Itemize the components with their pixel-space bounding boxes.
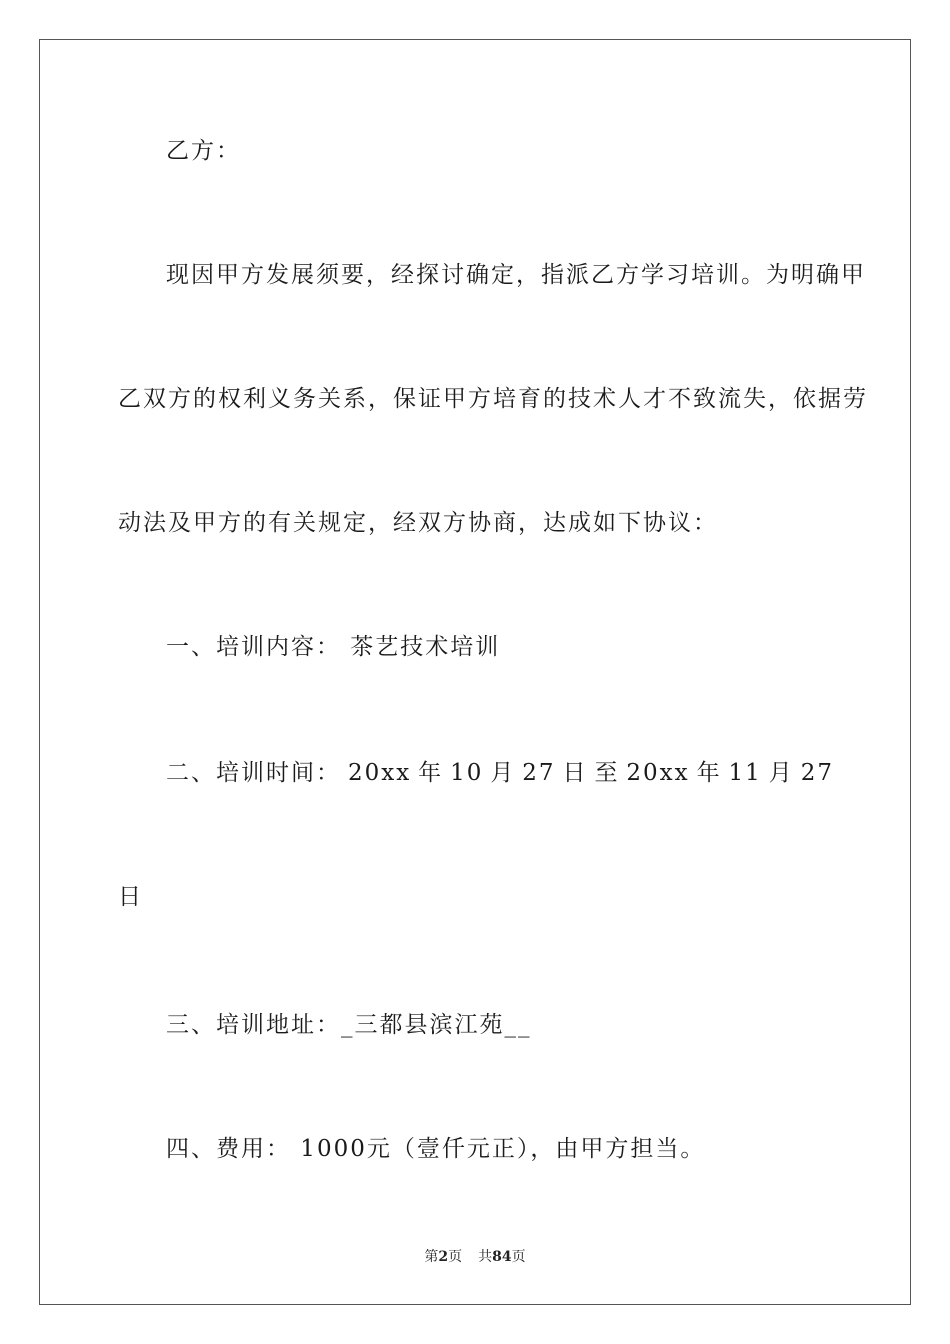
item-training-content: 一、培训内容： 茶艺技术培训 <box>166 634 501 660</box>
time-part: 10 <box>450 760 484 786</box>
time-part: 27 <box>800 760 834 786</box>
footer-total-number: 84 <box>492 1249 512 1265</box>
time-part: 27 <box>522 760 556 786</box>
time-part: 月 <box>768 760 794 786</box>
para1-line3: 动法及甲方的有关规定，经双方协商，达成如下协议： <box>118 510 718 536</box>
footer-page-prefix: 第 <box>424 1249 439 1265</box>
footer-page-suffix: 页 <box>448 1249 463 1265</box>
page-footer <box>0 1248 950 1266</box>
time-part: 二、培训时间： <box>166 760 341 786</box>
item-training-time-cont: 日 <box>118 884 143 910</box>
time-part: 至 <box>594 760 620 786</box>
party-b-label: 乙方： <box>166 138 241 164</box>
para1-line2: 乙双方的权利义务关系，保证甲方培育的技术人才不致流失，依据劳 <box>118 386 868 412</box>
time-part: 日 <box>562 760 588 786</box>
time-part: 年 <box>418 760 444 786</box>
item-fee: 四、费用： 1000元（壹仟元正），由甲方担当。 <box>166 1136 706 1162</box>
time-part: 月 <box>490 760 516 786</box>
time-part: 20xx <box>347 760 412 786</box>
footer-page-number: 2 <box>438 1249 449 1265</box>
time-part: 11 <box>728 760 762 786</box>
item-training-address: 三、培训地址：_三都县滨江苑__ <box>166 1012 532 1038</box>
footer-total-suffix: 页 <box>511 1249 526 1265</box>
para1-line1: 现因甲方发展须要，经探讨确定，指派乙方学习培训。为明确甲 <box>166 262 866 288</box>
footer-total-prefix: 共 <box>478 1249 493 1265</box>
time-part: 年 <box>696 760 722 786</box>
item-training-time <box>166 758 834 788</box>
page-frame <box>39 39 911 1305</box>
time-part: 20xx <box>626 760 690 786</box>
